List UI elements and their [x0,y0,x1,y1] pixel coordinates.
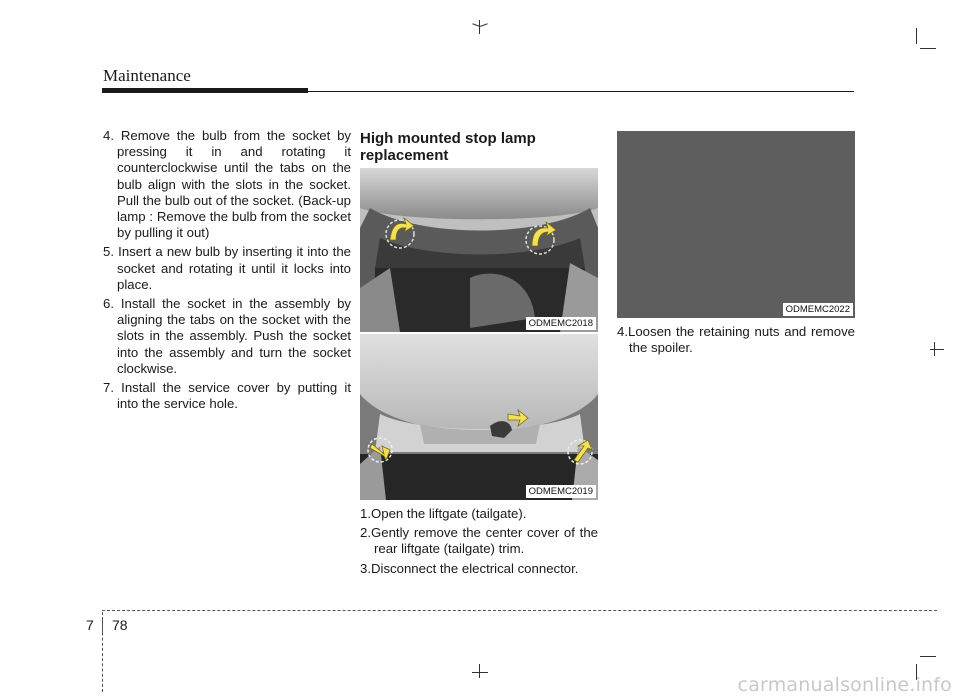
procedure-steps-2 [360,506,598,577]
header-rule [102,91,854,92]
column-2 [360,130,598,164]
figure-label: ODMEMC2022 [783,303,853,316]
crop-mark-bottom-right [920,656,936,657]
step-2: 2.Gently remove the center cover of the rear liftgate (tailgate) trim. [360,525,598,557]
page-number: 78 [112,617,128,633]
step-4: 4. Remove the bulb from the socket by pressing it in and rotating it counterclockwise until the tabs on the bulb align with the slots in the socket. Pull the bulb out of the socket. (Back-up lamp : Remove the bulb from the socket by pulling it out) [103,128,351,241]
page-section-number: 7 [86,617,94,633]
crop-mark-right-center [934,342,935,356]
figure-spoiler [617,131,855,318]
footer-dashed-rule [102,610,937,611]
figure-center-cover [360,334,598,500]
center-cover-illustration [360,334,598,500]
step-6: 6. Install the socket in the assembly by aligning the tabs on the socket with the slots in the assembly. Push the socket into the assembly and turn the socket clockwise. [103,296,351,376]
step-7: 7. Install the service cover by putting it into the service hole. [103,380,351,412]
procedure-steps-1 [103,128,351,412]
crop-mark-top-right [916,28,917,44]
figure-liftgate-open [360,168,598,332]
figure-label: ODMEMC2018 [526,317,596,330]
column-3 [617,324,855,359]
crop-mark-bottom-center [472,672,488,673]
section-heading: High mounted stop lamp replacement [360,130,536,164]
step-1: 1.Open the liftgate (tailgate). [360,506,527,521]
liftgate-open-illustration [360,168,598,332]
column-2-steps [360,506,598,580]
watermark: carmanualsonline.info [737,674,952,696]
figure-label: ODMEMC2019 [526,485,596,498]
step-4-spoiler: 4.Loosen the retaining nuts and remove the spoiler. [617,324,855,356]
step-3: 3.Disconnect the electrical connector. [360,560,579,576]
step-5: 5. Insert a new bulb by inserting it into the socket and rotating it until it locks into place. [103,244,351,292]
procedure-steps-3 [617,324,855,356]
crop-mark-bottom-center [479,664,480,678]
crop-mark-right-center [930,349,944,350]
page-header-title: Maintenance [103,66,191,85]
crop-mark-top-right [920,48,936,49]
column-1 [103,128,351,415]
crop-mark-top-center [480,23,488,27]
page-number-separator [102,617,103,633]
